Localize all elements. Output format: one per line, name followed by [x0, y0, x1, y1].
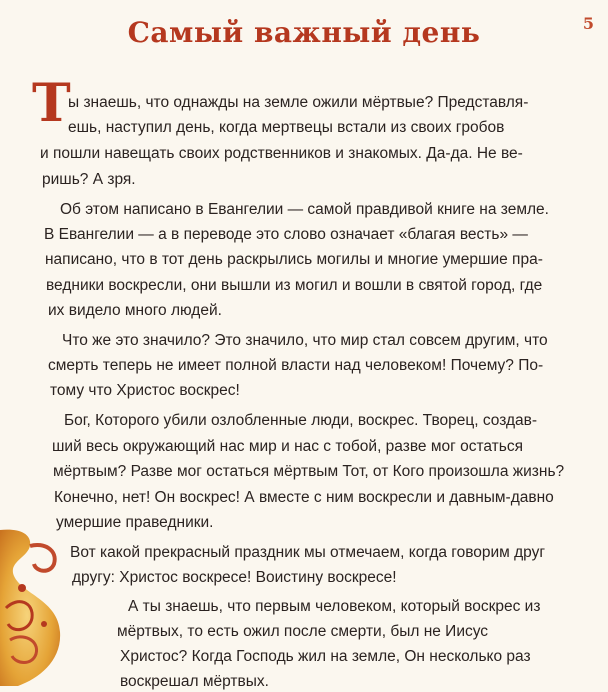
- text-line: Бог, Которого убили озлобленные люди, воскрес. Творец, создав-: [64, 412, 538, 429]
- page-title: Самый важный день: [127, 16, 481, 49]
- text-line: смерть теперь не имеет полной власти над человеком! Почему? По-: [48, 357, 544, 374]
- text-line: ший весь окружающий нас мир и нас с тобой, разве мог остаться: [52, 438, 523, 455]
- text-line: мёртвых, то есть ожил после смерти, был не Иисус: [117, 623, 489, 640]
- text-line: воскрешал мёртвых.: [120, 673, 269, 690]
- text-line: другу: Христос воскресе! Воистину воскресе!: [72, 569, 397, 586]
- drop-cap: Т: [32, 73, 71, 134]
- text-line: Христос? Когда Господь жил на земле, Он несколько раз: [120, 648, 531, 665]
- text-line: Об этом написано в Евангелии — самой правдивой книге на земле.: [60, 201, 549, 218]
- text-line: ешь, наступил день, когда мертвецы встали из своих гробов: [68, 119, 505, 136]
- text-line: Конечно, нет! Он воскрес! А вместе с ним воскресли и давным-давно: [54, 489, 554, 506]
- text-line: и пошли навещать своих родственников и знакомых. Да-да. Не ве-: [40, 145, 523, 162]
- text-line: ы знаешь, что однажды на земле ожили мёртвые? Представля-: [68, 94, 529, 111]
- text-line: написано, что в тот день раскрылись могилы и многие умершие пра-: [45, 251, 543, 268]
- golden-vase-ornament-icon: [0, 528, 78, 686]
- text-line: тому что Христос воскрес!: [50, 382, 240, 399]
- text-line: ведники воскресли, они вышли из могил и вошли в святой город, где: [46, 277, 543, 294]
- text-line: умершие праведники.: [56, 514, 214, 531]
- text-line: Вот какой прекрасный праздник мы отмечаем, когда говорим друг: [70, 544, 546, 561]
- text-line: В Евангелии — а в переводе это слово означает «благая весть» —: [44, 226, 528, 243]
- text-line: Что же это значило? Это значило, что мир стал совсем другим, что: [62, 332, 548, 349]
- text-line: А ты знаешь, что первым человеком, который воскрес из: [128, 598, 541, 615]
- text-line: ришь? А зря.: [42, 171, 136, 188]
- text-line: их видело много людей.: [48, 302, 222, 319]
- page-number: 5: [582, 14, 594, 33]
- text-line: мёртвым? Разве мог остаться мёртвым Тот, от Кого произошла жизнь?: [53, 463, 565, 480]
